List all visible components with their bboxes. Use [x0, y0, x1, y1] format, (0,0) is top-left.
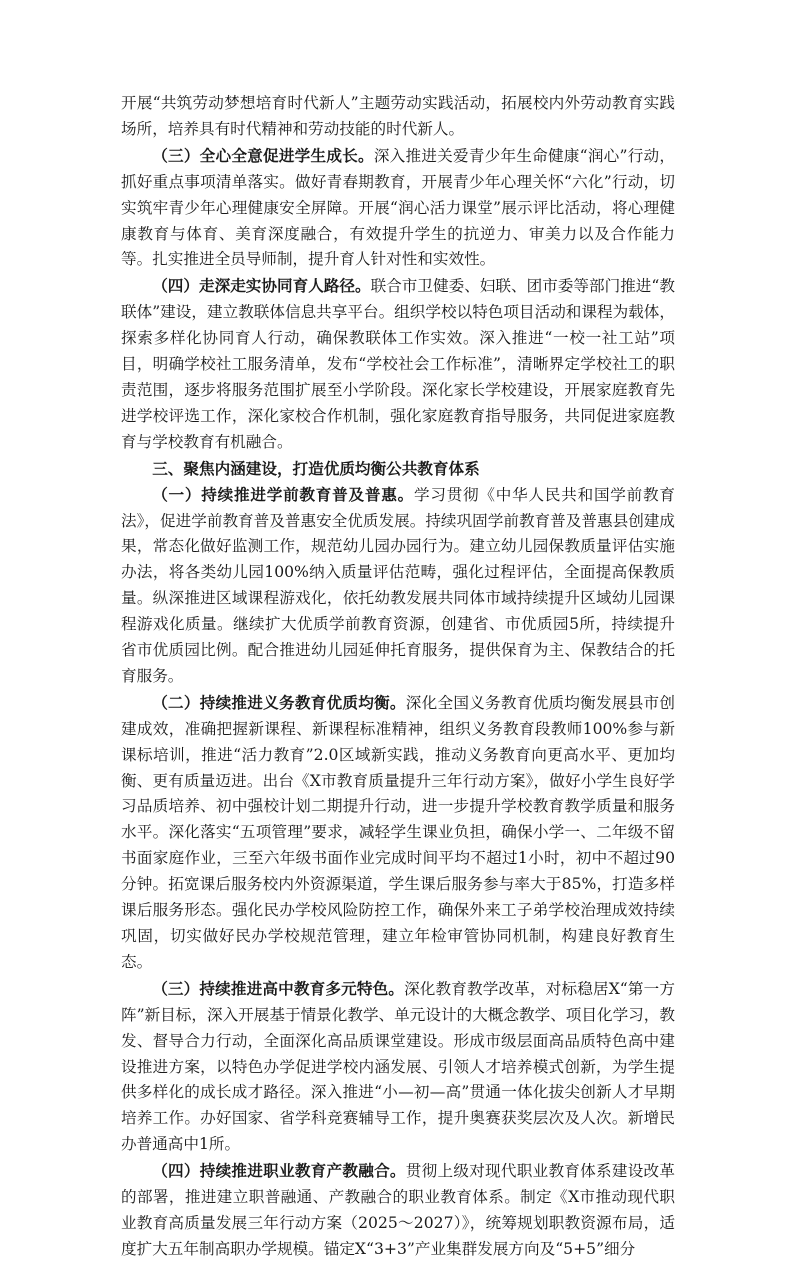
paragraph-text: 学习贯彻《中华人民共和国学前教育法》，促进学前教育普及普惠安全优质发展。持续巩固学前教育普及普惠县创建成果，常态化做好监测工作，规范幼儿园办园行为。建立幼儿园保教质量评估实施办法，将各类幼儿园100%纳入质量评估范畴，强化过程评估，全面提高保教质量。纵深推进区域课程游戏化，依托幼教发展共同体市域持续提升区域幼儿园课程游戏化质量。继续扩大优质学前教育资源，创建省、市优质园5所，持续提升省市优质园比例。配合推进幼儿园延伸托育服务，提供保育为主、保教结合的托育服务。 — [121, 485, 675, 685]
paragraph-text: 深化教育教学改革，对标稳居X“第一方阵”新目标，深入开展基于情景化教学、单元设计的大概念教学、项目化学习，教发、督导合力行动，全面深化高品质课堂建设。形成市级层面高品质特色高中建设推进方案，以特色办学促进学校内涵发展、引领人才培养模式创新，为学生提供多样化的成长成才路径。深入推进“小—初—高”贯通一体化拔尖创新人才早期培养工作。办好国家、省学科竞赛辅导工作，提升奥赛获奖层次及人次。新增民办普通高中1所。 — [121, 979, 675, 1154]
paragraph-heading: （四）走深走实协同育人路径。 — [152, 276, 371, 296]
paragraph-collaborative-education — [121, 273, 675, 455]
paragraph-compulsory-education — [121, 690, 675, 976]
paragraph-text: 深入推进关爱青少年生命健康“润心”行动，抓好重点事项清单落实。做好青春期教育，开展青少年心理关怀“六化”行动，切实筑牢青少年心理健康安全屏障。开展“润心活力课堂”展示评比活动，将心理健康教育与体育、美育深度融合，有效提升学生的抗逆力、审美力以及合作能力等。扎实推进全员导师制，提升育人针对性和实效性。 — [121, 146, 675, 269]
section-heading-3 — [121, 456, 675, 482]
paragraph-text: 贯彻上级对现代职业教育体系建设改革的部署，推进建立职普融通、产教融合的职业教育体系。制定《X市推动现代职业教育高质量发展三年行动方案（2025～2027）》，统筹规划职教资源布局，适度扩大五年制高职办学规模。锚定X“3+3”产业集群发展方向及“5+5”细分 — [121, 1162, 675, 1258]
paragraph-heading: （二）持续推进义务教育优质均衡。 — [152, 692, 406, 712]
paragraph-heading: （三）全心全意促进学生成长。 — [152, 145, 374, 165]
paragraph-text: 联合市卫健委、妇联、团市委等部门推进“教联体”建设，建立教联体信息共享平台。组织学校以特色项目活动和课程为载体，探索多样化协同育人行动，确保教联体工作实效。深入推进“一校一社工站”项目，明确学校社工服务清单，发布“学校社会工作标准”，清晰界定学校社工的职责范围，逐步将服务范围扩展至小学阶段。深化家长学校建设，开展家庭教育先进学校评选工作，深化家校合作机制，强化家庭教育指导服务，共同促进家庭教育与学校教育有机融合。 — [121, 277, 675, 451]
paragraph-vocational-education — [121, 1158, 675, 1263]
paragraph-text: 开展“共筑劳动梦想培育时代新人”主题劳动实践活动，拓展校内外劳动教育实践场所，培养具有时代精神和劳动技能的时代新人。 — [121, 94, 675, 138]
section-title: 三、聚焦内涵建设，打造优质均衡公共教育体系 — [152, 458, 480, 478]
document-body — [121, 91, 675, 1263]
paragraph-heading: （三）持续推进高中教育多元特色。 — [152, 978, 405, 998]
paragraph-labor-education — [121, 91, 675, 143]
paragraph-text: 深化全国义务教育优质均衡发展县市创建成效，准确把握新课程、新课程标准精神，组织义务教育段教师100%参与新课标培训，推进“活力教育”2.0区域新实践，推动义务教育向更高水平、更加均衡、更有质量迈进。出台《X市教育质量提升三年行动方案》，做好小学生良好学习品质培养、初中强校计划二期提升行动，进一步提升学校教育教学质量和服务水平。深化落实“五项管理”要求，减轻学生课业负担，确保小学一、二年级不留书面家庭作业，三至六年级书面作业完成时间平均不超过1小时，初中不超过90分钟。拓宽课后服务校内外资源渠道，学生课后服务参与率大于85%，打造多样课后服务形态。强化民办学校风险防控工作，确保外来工子弟学校治理成效持续巩固，切实做好民办学校规范管理，建立年检审管协同机制，构建良好教育生态。 — [121, 693, 675, 971]
paragraph-student-growth — [121, 143, 675, 274]
paragraph-heading: （四）持续推进职业教育产教融合。 — [152, 1161, 406, 1181]
paragraph-high-school-education — [121, 976, 675, 1158]
paragraph-preschool-education — [121, 482, 675, 690]
paragraph-heading: （一）持续推进学前教育普及普惠。 — [152, 484, 414, 504]
